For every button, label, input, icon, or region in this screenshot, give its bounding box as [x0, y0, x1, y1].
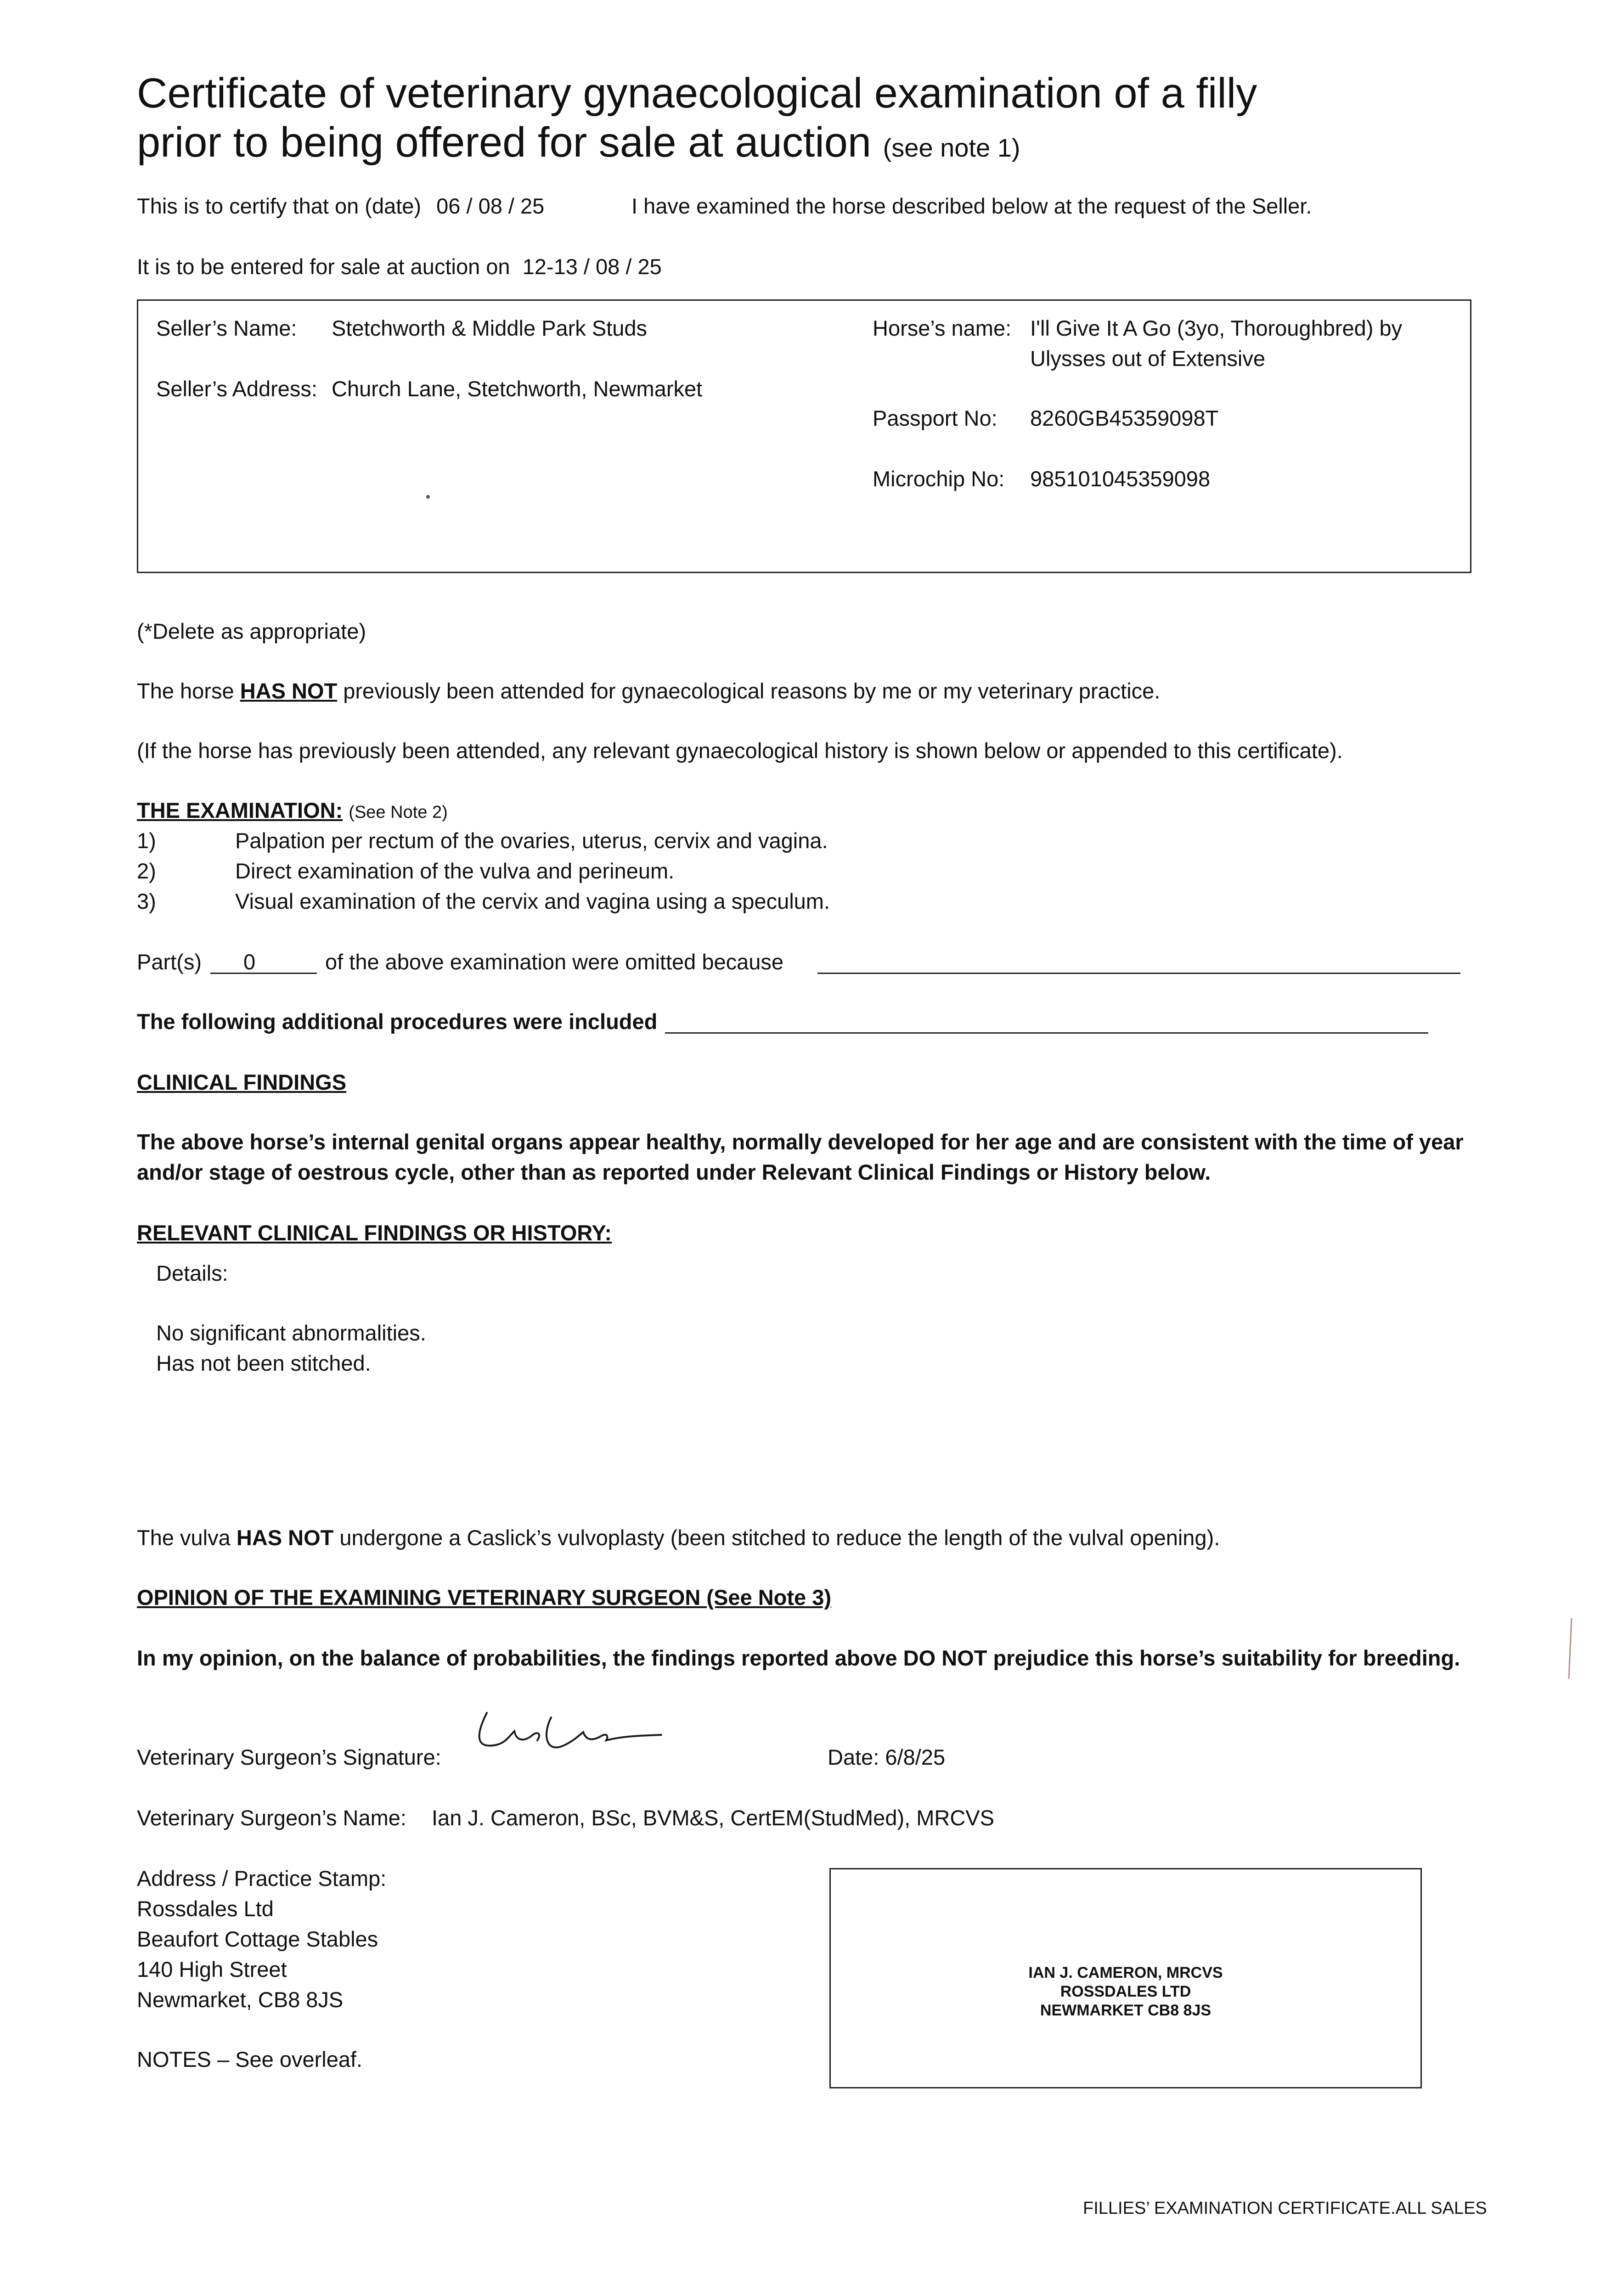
- address-label: Address / Practice Stamp:: [137, 1866, 387, 1891]
- microchip-number: 985101045359098: [1030, 467, 1211, 491]
- attended-prefix: The horse: [137, 679, 234, 703]
- omitted-suffix: of the above examination were omitted because: [325, 950, 784, 974]
- detail-line-1: No significant abnormalities.: [156, 1321, 426, 1345]
- attended-emph: HAS NOT: [240, 679, 338, 703]
- stamp-line-3: NEWMARKET CB8 8JS: [1040, 2001, 1212, 2019]
- signature-date: [828, 1744, 945, 1771]
- exam-item-1-num: 1): [137, 828, 156, 853]
- signature-date-label: Date:: [828, 1745, 879, 1769]
- examination-note: (See Note 2): [349, 803, 448, 822]
- horse-name-label: Horse’s name:: [873, 316, 1012, 340]
- notes-overleaf: NOTES – See overleaf.: [137, 2047, 363, 2071]
- title-line-1: Certificate of veterinary gynaecological examination of a filly: [137, 70, 1257, 117]
- microchip-label: Microchip No:: [873, 467, 1005, 491]
- clinical-findings-heading: CLINICAL FINDINGS: [137, 1070, 347, 1094]
- signature-label: Veterinary Surgeon’s Signature:: [137, 1745, 441, 1769]
- signature-date-value: 6/8/25: [885, 1745, 946, 1769]
- auction-prefix: It is to be entered for sale at auction on: [137, 254, 510, 279]
- clinical-findings-line-1: The above horse’s internal genital organs appear healthy, normally developed for her age and are consistent with the time of year: [137, 1130, 1464, 1154]
- additional-procedures-line: [665, 1032, 1428, 1034]
- seller-address-label: Seller’s Address:: [156, 377, 317, 401]
- additional-procedures: The following additional procedures were included: [137, 1009, 658, 1034]
- passport-number: 8260GB45359098T: [1030, 406, 1219, 430]
- signature-mark: [468, 1699, 671, 1768]
- exam-item-2-num: 2): [137, 859, 156, 883]
- examination-heading-text: THE EXAMINATION:: [137, 798, 343, 822]
- margin-pencil-mark: [1566, 1616, 1575, 1681]
- practice-stamp: [829, 1964, 1422, 2020]
- clinical-findings-line-2: and/or stage of oestrous cycle, other than as reported under Relevant Clinical Findings or History below.: [137, 1160, 1211, 1184]
- history-note: (If the horse has previously been attended, any relevant gynaecological history is shown below or appended to this certificate).: [137, 738, 1343, 763]
- omitted-prefix: Part(s): [137, 950, 202, 974]
- title-line-2-text: prior to being offered for sale at auction: [137, 118, 872, 166]
- opinion-heading: OPINION OF THE EXAMINING VETERINARY SURGEON (See Note 3): [137, 1585, 832, 1609]
- address-line-3: 140 High Street: [137, 1957, 287, 1981]
- certificate-title: [137, 69, 1257, 167]
- exam-item-1-text: Palpation per rectum of the ovaries, uterus, cervix and vagina.: [235, 828, 828, 853]
- vet-name-label: Veterinary Surgeon’s Name:: [137, 1806, 406, 1830]
- vulva-emph: HAS NOT: [236, 1525, 334, 1550]
- omitted-parts-line: [210, 973, 317, 974]
- certify-prefix: This is to certify that on (date): [137, 194, 422, 218]
- vulva-suffix: undergone a Caslick’s vulvoplasty (been stitched to reduce the length of the vulval opening).: [339, 1525, 1220, 1550]
- address-line-4: Newmarket, CB8 8JS: [137, 1987, 344, 2012]
- exam-item-3-num: 3): [137, 889, 156, 913]
- horse-name-line-1: I'll Give It A Go (3yo, Thoroughbred) by: [1030, 316, 1403, 340]
- seller-name-label: Seller’s Name:: [156, 316, 297, 340]
- seller-address: Church Lane, Stetchworth, Newmarket: [332, 377, 703, 401]
- address-line-1: Rossdales Ltd: [137, 1896, 274, 1921]
- detail-line-2: Has not been stitched.: [156, 1351, 371, 1375]
- omitted-parts-value: 0: [243, 950, 256, 974]
- address-line-2: Beaufort Cottage Stables: [137, 1927, 378, 1951]
- exam-item-3-text: Visual examination of the cervix and vagina using a speculum.: [235, 889, 830, 913]
- title-note: (see note 1): [883, 133, 1020, 162]
- delete-note: (*Delete as appropriate): [137, 619, 366, 643]
- vulva-statement: [137, 1525, 1220, 1552]
- seller-name: Stetchworth & Middle Park Studs: [332, 316, 648, 340]
- exam-date: 06 / 08 / 25: [436, 194, 545, 218]
- horse-name-line-2: Ulysses out of Extensive: [1030, 346, 1265, 371]
- relevant-findings-heading: RELEVANT CLINICAL FINDINGS OR HISTORY:: [137, 1221, 612, 1245]
- stamp-line-2: ROSSDALES LTD: [1060, 1982, 1191, 2000]
- details-label: Details:: [156, 1261, 228, 1285]
- passport-label: Passport No:: [873, 406, 997, 430]
- opinion-text: In my opinion, on the balance of probabilities, the findings reported above DO NOT prejudice this horse’s suitability for breeding.: [137, 1646, 1460, 1670]
- footer-label: FILLIES’ EXAMINATION CERTIFICATE.ALL SALES: [1083, 2199, 1487, 2218]
- vulva-prefix: The vulva: [137, 1525, 231, 1550]
- scan-speck: [426, 495, 430, 499]
- exam-item-2-text: Direct examination of the vulva and perineum.: [235, 859, 675, 883]
- omitted-reason-line: [817, 973, 1460, 974]
- attended-statement: [137, 678, 1160, 705]
- certify-line: [137, 193, 544, 220]
- attended-suffix: previously been attended for gynaecological reasons by me or my veterinary practice.: [343, 679, 1161, 703]
- title-line-2: [137, 118, 1257, 167]
- auction-line: [137, 253, 662, 281]
- examination-heading: [137, 797, 448, 824]
- vet-name-value: Ian J. Cameron, BSc, BVM&S, CertEM(StudMed), MRCVS: [432, 1806, 994, 1830]
- certify-suffix: I have examined the horse described below at the request of the Seller.: [631, 194, 1312, 218]
- stamp-line-1: IAN J. CAMERON, MRCVS: [1028, 1964, 1223, 1981]
- auction-date: 12-13 / 08 / 25: [522, 254, 662, 279]
